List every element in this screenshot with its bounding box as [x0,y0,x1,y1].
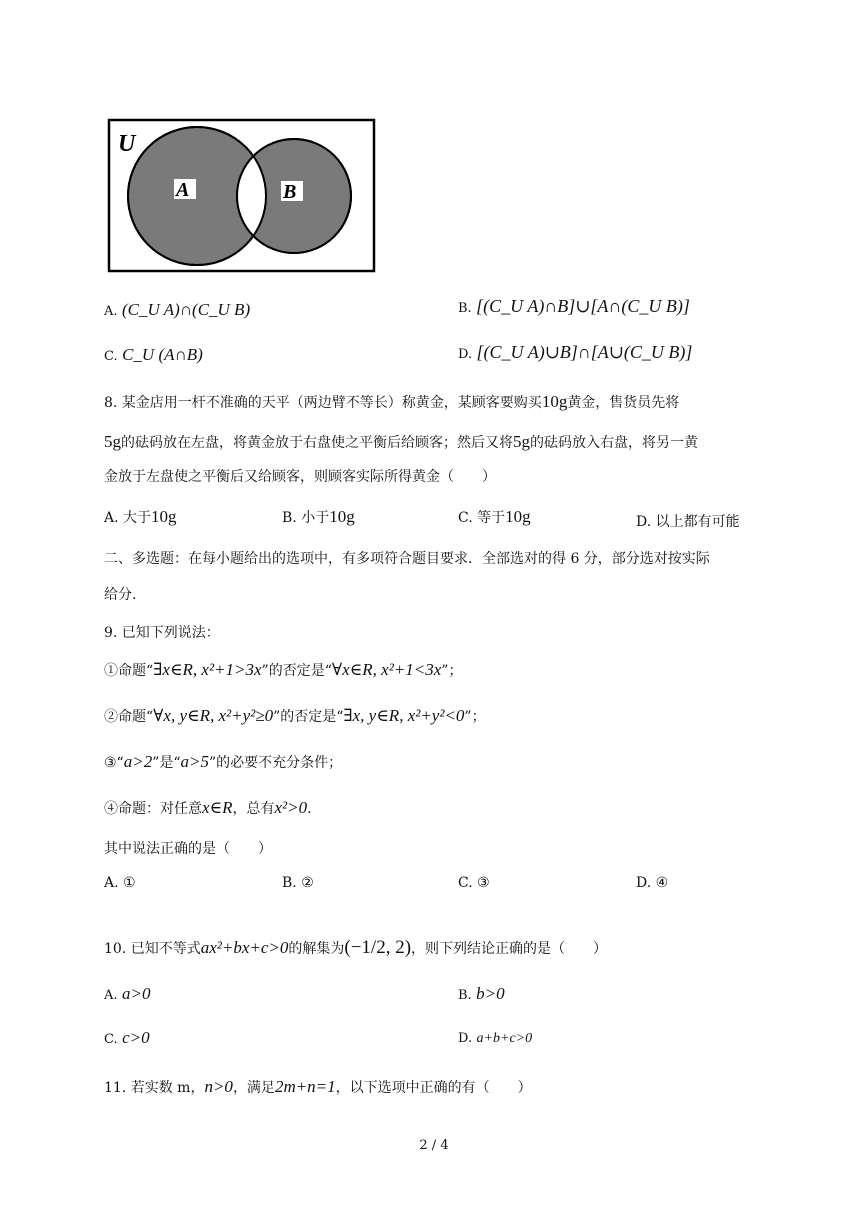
q8-line-1: 8. 某金店用一杆不准确的天平（两边臂不等长）称黄金，某顾客要购买10g黄金，售货员先将 [104,392,680,411]
q11-stem: 11. 若实数 m，n>0，满足2m+n=1，以下选项中正确的有（ ） [104,1077,532,1096]
q7-option-d[interactable]: D. [(C_U A)∪B]∩[A∪(C_U B)] [458,342,693,362]
q7-option-c[interactable]: C. C_U (A∩B) [104,345,203,364]
q9-statement-2: ②命题“∀x, y∈R, x²+y²≥0”的否定是“∃x, y∈R, x²+y²<0”； [104,706,486,725]
q10-option-c[interactable]: C. c>0 [104,1028,150,1047]
q8-option-c[interactable]: C. 等于10g [458,507,531,526]
q9-option-a[interactable]: A. ① [104,875,136,891]
q9-option-c[interactable]: C. ③ [458,875,490,891]
q9-stem: 9. 已知下列说法： [104,625,220,641]
q7-option-a[interactable]: A. (C_U A)∩(C_U B) [104,300,251,319]
q9-ask: 其中说法正确的是（ ） [104,841,272,857]
q10-option-b[interactable]: B. b>0 [458,984,505,1003]
q10-option-a[interactable]: A. a>0 [104,984,151,1003]
section-2-heading-cont: 给分. [104,587,137,603]
q8-option-b[interactable]: B. 小于10g [282,507,355,526]
q9-option-b[interactable]: B. ② [282,875,314,891]
universe-label: U [118,131,136,157]
q8-line-2: 5g的砝码放在左盘，将黄金放于右盘使之平衡后给顾客；然后又将5g的砝码放入右盘，将另一黄 [104,432,698,451]
q8-line-3: 金放于左盘使之平衡后又给顾客，则顾客实际所得黄金（ ） [104,469,496,485]
page-number: 2 / 4 [419,1138,449,1153]
q8-option-d[interactable]: D. 以上都有可能 [636,514,740,530]
set-a-label: A [176,179,190,201]
q9-statement-1: ①命题“∃x∈R, x²+1>3x”的否定是“∀x∈R, x²+1<3x”； [104,660,463,679]
section-2-heading: 二、多选题：在每小题给出的选项中，有多项符合题目要求．全部选对的得 6 分，部分选对按实际 [104,551,710,567]
q9-statement-3: ③“a>2”是“a>5”的必要不充分条件； [104,752,343,771]
set-b-label: B [283,181,297,203]
q7-option-b[interactable]: B. [(C_U A)∩B]∪[A∩(C_U B)] [458,296,690,316]
q10-option-d[interactable]: D. a+b+c>0 [458,1031,533,1046]
q9-statement-4: ④命题：对任意x∈R，总有x²>0. [104,798,312,817]
q10-stem: 10. 已知不等式ax²+bx+c>0的解集为(−1/2, 2)，则下列结论正确的是（ ） [104,937,608,958]
q9-option-d[interactable]: D. ④ [636,875,669,891]
venn-diagram [105,118,377,274]
q8-option-a[interactable]: A. 大于10g [104,507,177,526]
